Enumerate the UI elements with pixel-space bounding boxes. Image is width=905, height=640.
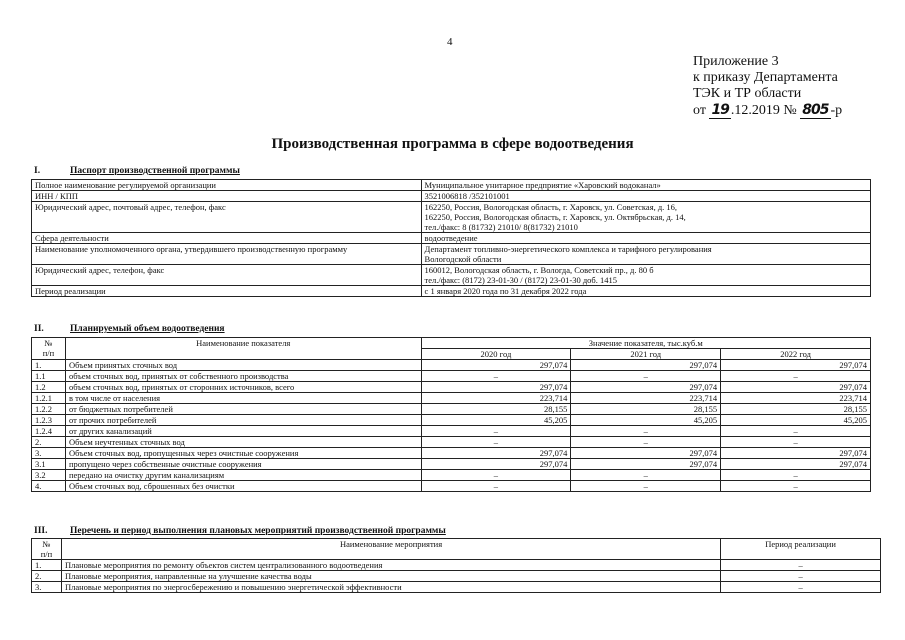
volume-value-2022: 297,074 [721,382,871,393]
volume-row [32,437,871,448]
passport-table [31,179,871,297]
measures-table [31,538,881,593]
volume-row [32,404,871,415]
passport-row [32,265,871,286]
volume-row-name: пропущено через собственные очистные сооружения [65,459,421,470]
volume-value-2022: 297,074 [721,459,871,470]
volume-row-name: Объем неучтенных сточных вод [65,437,421,448]
volume-value-2022: – [721,437,871,448]
appendix-line-3: ТЭК и ТР области [693,86,802,101]
volume-value-2022: 297,074 [721,448,871,459]
volume-value-2021: 297,074 [571,382,721,393]
volume-value-2021: 297,074 [571,459,721,470]
passport-label: Сфера деятельности [32,233,422,244]
volume-value-2020: 45,205 [421,415,571,426]
measures-header-period: Период реализации [721,539,881,560]
volume-header-value: Значение показателя, тыс.куб.м [421,338,870,349]
volume-row-name: объем сточных вод, принятых от собственного производства [65,371,421,382]
volume-value-2020: 297,074 [421,360,571,371]
volume-row-number: 1.1 [32,371,66,382]
volume-row [32,393,871,404]
appendix-date-line [693,102,842,119]
volume-row-name: от прочих потребителей [65,415,421,426]
volume-value-2020: 297,074 [421,448,571,459]
volume-value-2022: 223,714 [721,393,871,404]
passport-value: Департамент топливно-энергетического комплекса и тарифного регулирования Вологодской области [421,244,870,265]
volume-value-2021: – [571,426,721,437]
volume-value-2020: 28,155 [421,404,571,415]
volume-header-number: № п/п [32,338,66,360]
passport-row [32,286,871,297]
volume-row-number: 1. [32,360,66,371]
volume-row-number: 1.2.4 [32,426,66,437]
volume-row [32,360,871,371]
volume-value-2021: – [571,481,721,492]
volume-row-name: объем сточных вод, принятых от сторонних источников, всего [65,382,421,393]
volume-value-2022: 28,155 [721,404,871,415]
passport-label: Юридический адрес, телефон, факс [32,265,422,286]
volume-row-number: 3. [32,448,66,459]
measure-row-period: – [721,560,881,571]
volume-row-number: 1.2.2 [32,404,66,415]
volume-header-year-2020: 2020 год [421,349,571,360]
section-1-heading [34,166,240,176]
volume-value-2020: – [421,470,571,481]
measures-header-name: Наименование мероприятия [61,539,720,560]
order-number-handwritten: 805 [802,102,829,118]
section-2-heading [34,324,225,334]
passport-value: 160012, Вологодская область, г. Вологда, Советский пр., д. 80 б тел./факс: (8172) 23-01-30 / (8172) 23-01-30 доб. 1415 [421,265,870,286]
volume-table [31,337,871,492]
measure-row-period: – [721,582,881,593]
volume-header-year-2021: 2021 год [571,349,721,360]
volume-value-2021: 45,205 [571,415,721,426]
date-rest: .12.2019 № [730,103,797,118]
passport-value: 162250, Россия, Вологодская область, г. Харовск, ул. Советская, д. 16, 162250, Россия, Вологодская область, г. Харовск, ул. Октябрьская, д. 14, тел./факс: 8 (81732) 21010/ 8(81732) 21010 [421,202,870,233]
volume-row-number: 1.2.1 [32,393,66,404]
volume-row-name: передано на очистку другим канализациям [65,470,421,481]
volume-row-name: Объем сточных вод, сброшенных без очистки [65,481,421,492]
measures-header-number: № п/п [32,539,62,560]
measure-row [32,560,881,571]
volume-row-name: Объем принятых сточных вод [65,360,421,371]
volume-row-name: от бюджетных потребителей [65,404,421,415]
volume-value-2022: – [721,371,871,382]
volume-value-2021: 297,074 [571,360,721,371]
volume-row-number: 3.2 [32,470,66,481]
section-2-title: Планируемый объем водоотведения [70,324,225,334]
volume-value-2020: – [421,426,571,437]
volume-value-2021: 297,074 [571,448,721,459]
volume-value-2021: 223,714 [571,393,721,404]
date-day-handwritten: 19 [711,102,729,118]
volume-row-number: 3.1 [32,459,66,470]
volume-row [32,459,871,470]
volume-row [32,382,871,393]
passport-label: Период реализации [32,286,422,297]
volume-row-name: в том числе от населения [65,393,421,404]
measure-row-name: Плановые мероприятия по ремонту объектов систем централизованного водоотведения [61,560,720,571]
volume-row [32,481,871,492]
measure-row-period: – [721,571,881,582]
passport-label: Юридический адрес, почтовый адрес, телефон, факс [32,202,422,233]
volume-row-number: 1.2.3 [32,415,66,426]
section-3-heading [34,526,446,536]
appendix-line-1: Приложение 3 [693,54,779,69]
passport-value: 3521006818 /352101001 [421,191,870,202]
section-1-title: Паспорт производственной программы [70,166,240,176]
passport-label: ИНН / КПП [32,191,422,202]
section-1-number: I. [34,166,41,176]
volume-value-2021: – [571,470,721,481]
passport-label: Полное наименование регулируемой организации [32,180,422,191]
volume-value-2020: 297,074 [421,382,571,393]
volume-value-2020: – [421,437,571,448]
volume-value-2020: – [421,481,571,492]
measure-row-number: 1. [32,560,62,571]
volume-row-name: от других канализаций [65,426,421,437]
volume-value-2022: 297,074 [721,360,871,371]
volume-value-2021: – [571,371,721,382]
passport-value: с 1 января 2020 года по 31 декабря 2022 года [421,286,870,297]
document-title: Производственная программа в сфере водоотведения [271,136,634,152]
date-prefix: от [693,103,706,118]
section-3-title: Перечень и период выполнения плановых мероприятий производственной программы [70,526,446,536]
volume-value-2021: 28,155 [571,404,721,415]
measure-row [32,571,881,582]
volume-row [32,448,871,459]
page-number: 4 [447,36,453,48]
passport-row [32,180,871,191]
volume-value-2022: 45,205 [721,415,871,426]
appendix-block [693,54,842,119]
volume-row-number: 4. [32,481,66,492]
passport-row [32,233,871,244]
volume-value-2020: 297,074 [421,459,571,470]
passport-row [32,202,871,233]
volume-value-2021: – [571,437,721,448]
section-2-number: II. [34,324,44,334]
volume-row-name: Объем сточных вод, пропущенных через очистные сооружения [65,448,421,459]
passport-value: Муниципальное унитарное предприятие «Харовский водоканал» [421,180,870,191]
volume-value-2020: 223,714 [421,393,571,404]
volume-row [32,371,871,382]
appendix-line-2: к приказу Департамента [693,70,838,85]
measure-row [32,582,881,593]
order-suffix: -р [830,103,843,118]
passport-row [32,244,871,265]
volume-value-2022: – [721,470,871,481]
volume-row [32,426,871,437]
measure-row-name: Плановые мероприятия, направленные на улучшение качества воды [61,571,720,582]
volume-header-name: Наименование показателя [65,338,421,360]
passport-row [32,191,871,202]
volume-value-2020: – [421,371,571,382]
volume-row [32,470,871,481]
volume-row-number: 2. [32,437,66,448]
measure-row-number: 2. [32,571,62,582]
measure-row-number: 3. [32,582,62,593]
section-3-number: III. [34,526,48,536]
volume-row [32,415,871,426]
volume-header-year-2022: 2022 год [721,349,871,360]
measure-row-name: Плановые мероприятия по энергосбережению и повышению энергетической эффективности [61,582,720,593]
volume-value-2022: – [721,481,871,492]
passport-value: водоотведение [421,233,870,244]
passport-label: Наименование уполномоченного органа, утвердившего производственную программу [32,244,422,265]
volume-row-number: 1.2 [32,382,66,393]
volume-value-2022: – [721,426,871,437]
